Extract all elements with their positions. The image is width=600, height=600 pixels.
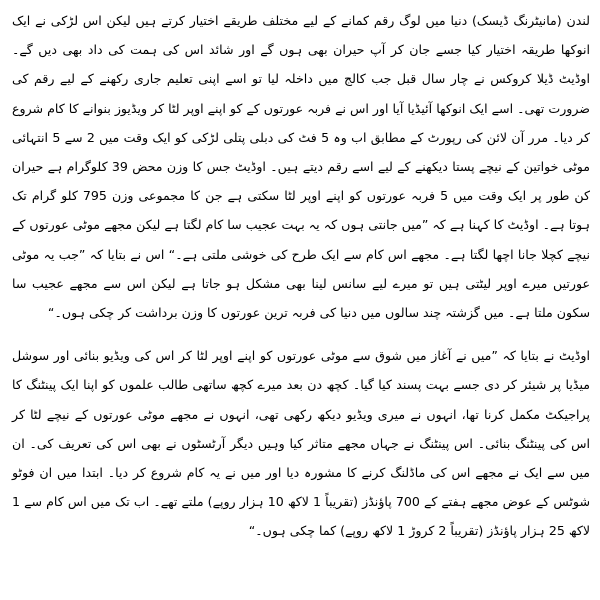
article-paragraph-1: لندن (مانیٹرنگ ڈیسک) دنیا میں لوگ رقم کمانے کے لیے مختلف طریقے اختیار کرتے ہیں لیکن اس لڑکی نے ایک انوکھا طریقہ اختیار کیا جسے جان کر آپ حیران بھی ہوں گے اور شائد اس کی ہمت کی داد بھی دیں گے۔ اوڈیٹ ڈیلا کروکس نے چار سال قبل جب کالج میں داخلہ لیا تو اسے اپنی تعلیم جاری رکھنے کے لیے رقم کی ضرورت تھی۔ اسے ایک انوکھا آئیڈیا آیا اور اس نے فربہ عورتوں کے کو اپنے اوپر لٹا کر ویڈیوز بنوانے کا کام شروع کر دیا۔ مرر آن لائن کی رپورٹ کے مطابق اب وہ 5 فٹ کی دبلی پتلی لڑکی کو ایک وقت میں 2 سے 5 انتہائی موٹی خواتین کے نیچے پستا دیکھنے کے لیے اسے رقم دیتے ہیں۔ اوڈیٹ جس کا وزن محض 39 کلوگرام ہے حیران کن طور پر ایک وقت میں 5 فربہ عورتوں کو اپنے اوپر لٹا سکتی ہے جن کا مجموعی وزن 795 کلو گرام تک ہوتا ہے۔ اوڈیٹ کا کہنا ہے کہ ”میں جانتی ہوں کہ یہ بہت عجیب سا کام لگتا ہے لیکن مجھے موٹی عورتوں کے نیچے کچلا جانا اچھا لگتا ہے۔ مجھے اس کام سے ایک طرح کی خوشی ملتی ہے۔“ اس نے بتایا کہ ”جب یہ موٹی عورتیں میرے اوپر لیٹتی ہیں تو میرے لیے سانس لینا بھی مشکل ہو جاتا ہے لیکن اس سے مجھے عجیب سا سکون ملتا ہے۔ میں گزشتہ چند سالوں میں دنیا کی فربہ ترین عورتوں کا وزن برداشت کر چکی ہوں۔“ [12,13,590,321]
article-paragraph-2: اوڈیٹ نے بتایا کہ ”میں نے آغاز میں شوق سے موٹی عورتوں کو اپنے اوپر لٹا کر اس کی ویڈیو بنائی اور سوشل میڈیا پر شیئر کر دی جسے بہت پسند کیا گیا۔ کچھ دن بعد میرے کچھ ساتھی طالب علموں کو اپنا ایک پینٹنگ کا پراجیکٹ مکمل کرنا تھا، انہوں نے میری ویڈیو دیکھ رکھی تھی، انہوں نے مجھے موٹی عورتوں کے نیچے لٹا کر اس کی پینٹنگ بنائی۔ اس پینٹنگ نے جہاں مجھے متاثر کیا وہیں دیگر آرٹسٹوں نے بھی اس کی تعریف کی۔ ان میں سے ایک نے مجھے اس کی ماڈلنگ کرنے کا مشورہ دیا اور میں نے یہ کام شروع کر دیا۔ ابتدا میں ان فوٹو شوٹس کے عوض مجھے ہفتے کے 700 پاﺅنڈز (تقریباً 1 لاکھ 10 ہزار روپے) ملتے تھے۔ اب تک میں اس کام سے 1 لاکھ 25 ہزار پاﺅنڈز (تقریباً 2 کروڑ 1 لاکھ روپے) کما چکی ہوں۔“ [12,348,590,539]
paragraph-spacer [12,327,590,341]
news-article [12,6,590,546]
